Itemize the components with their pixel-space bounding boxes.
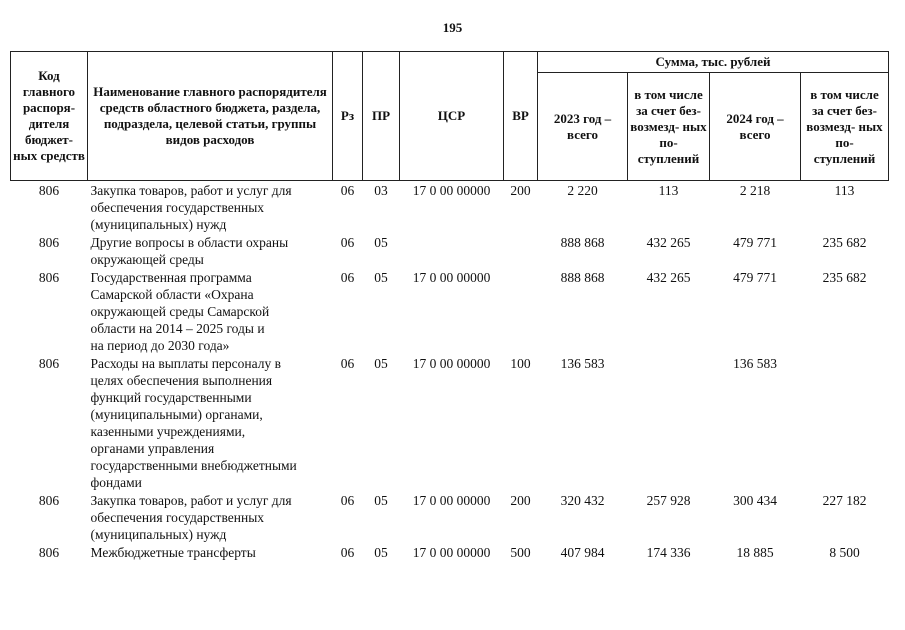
cell-rz: 06: [340, 545, 355, 560]
cell-2024-total: 136 583: [733, 356, 777, 371]
table-row: [11, 491, 889, 543]
cell-2024-free: 227 182: [822, 493, 867, 508]
cell-rz: 06: [340, 270, 355, 285]
cell-2024-total: 300 434: [733, 493, 777, 508]
cell-vr: 200: [510, 493, 531, 508]
cell-code: 806: [38, 545, 60, 560]
cell-pr: 05: [374, 235, 388, 250]
cell-2024-total: 18 885: [736, 545, 774, 560]
cell-vr: [504, 233, 538, 268]
table-row: [11, 354, 889, 491]
cell-name: Закупка товаров, работ и услуг для обеспечения государственных (муниципальных) нужд: [90, 183, 292, 232]
cell-csr: 17 0 00 00000: [412, 493, 491, 508]
cell-rz: 06: [340, 235, 355, 250]
cell-name: Другие вопросы в области охраны окружающей среды: [90, 235, 289, 267]
cell-vr: 100: [510, 356, 531, 371]
cell-2024-free: 235 682: [822, 270, 867, 285]
cell-rz: 06: [340, 183, 355, 198]
cell-2024-free: [801, 354, 889, 491]
header-2024-total: 2024 год – всего: [710, 73, 801, 181]
header-vr: ВР: [504, 52, 538, 181]
cell-vr: 200: [510, 183, 531, 198]
cell-code: 806: [38, 235, 60, 250]
cell-csr: [400, 233, 504, 268]
header-2024-free: в том числе за счет без- возмезд- ных по- ступлений: [801, 73, 889, 181]
cell-2024-total: 479 771: [733, 235, 777, 250]
cell-2023-free: 113: [658, 183, 679, 198]
cell-csr: 17 0 00 00000: [412, 183, 491, 198]
cell-pr: 03: [374, 183, 388, 198]
header-rz: Рз: [333, 52, 363, 181]
budget-table: [10, 51, 889, 561]
cell-2024-free: 113: [834, 183, 855, 198]
cell-csr: 17 0 00 00000: [412, 356, 491, 371]
table-row: [11, 268, 889, 354]
cell-2023-free: 174 336: [646, 545, 691, 560]
header-name: Наименование главного распорядителя средств областного бюджета, раздела, подраздела, целевой статьи, группы видов расходов: [88, 52, 333, 181]
cell-2024-free: 235 682: [822, 235, 867, 250]
cell-pr: 05: [374, 545, 388, 560]
cell-2024-free: 8 500: [829, 545, 860, 560]
cell-2023-total: 320 432: [560, 493, 605, 508]
cell-rz: 06: [340, 356, 355, 371]
cell-name: Межбюджетные трансферты: [90, 545, 256, 560]
cell-2024-total: 479 771: [733, 270, 777, 285]
table-body: [11, 181, 889, 562]
cell-name: Расходы на выплаты персоналу в целях обеспечения выполнения функций государственными (муниципальными) органами, казенными учреждениями, органами управления государственными внебюджетными фондами: [90, 356, 297, 490]
table-row: [11, 233, 889, 268]
table-row: [11, 181, 889, 234]
header-csr: ЦСР: [400, 52, 504, 181]
cell-pr: 05: [374, 270, 388, 285]
cell-2023-free: 432 265: [646, 270, 691, 285]
cell-csr: 17 0 00 00000: [412, 545, 491, 560]
header-2023-free: в том числе за счет без- возмезд- ных по- ступлений: [628, 73, 710, 181]
cell-code: 806: [38, 356, 60, 371]
cell-2023-total: 888 868: [560, 235, 605, 250]
cell-vr: [504, 268, 538, 354]
cell-rz: 06: [340, 493, 355, 508]
cell-2023-total: 407 984: [560, 545, 605, 560]
cell-pr: 05: [374, 356, 388, 371]
header-code: Код главного распоря- дителя бюджет- ных средств: [11, 52, 88, 181]
table-header: [11, 52, 889, 181]
table-row: [11, 543, 889, 561]
cell-vr: 500: [510, 545, 531, 560]
cell-2023-free: [628, 354, 710, 491]
header-sum: Сумма, тыс. рублей: [538, 52, 889, 73]
cell-name: Закупка товаров, работ и услуг для обеспечения государственных (муниципальных) нужд: [90, 493, 292, 542]
cell-csr: 17 0 00 00000: [412, 270, 491, 285]
page-number: 195: [442, 20, 463, 35]
cell-code: 806: [38, 493, 60, 508]
header-2023-total: 2023 год – всего: [538, 73, 628, 181]
cell-2023-free: 432 265: [646, 235, 691, 250]
header-pr: ПР: [363, 52, 400, 181]
cell-2023-free: 257 928: [646, 493, 691, 508]
cell-2023-total: 2 220: [567, 183, 598, 198]
cell-code: 806: [38, 270, 60, 285]
cell-2024-total: 2 218: [739, 183, 771, 198]
cell-2023-total: 888 868: [560, 270, 605, 285]
cell-code: 806: [38, 183, 60, 198]
cell-name: Государственная программа Самарской области «Охрана окружающей среды Самарской области на 2014 – 2025 годы и на период до 2030 года»: [90, 270, 270, 353]
cell-2023-total: 136 583: [560, 356, 605, 371]
cell-pr: 05: [374, 493, 388, 508]
